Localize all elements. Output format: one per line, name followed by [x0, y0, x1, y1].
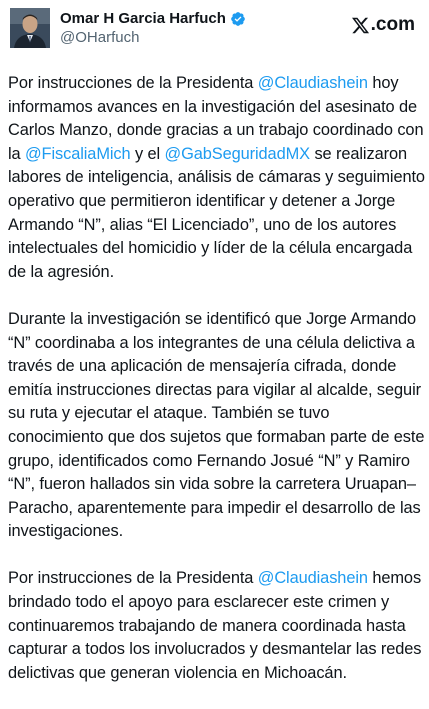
profile-photo-icon — [10, 8, 50, 48]
mention-link[interactable]: @FiscaliaMich — [25, 144, 131, 163]
post-header — [8, 6, 419, 52]
paragraph-3 — [8, 567, 426, 685]
mention-link[interactable]: @GabSeguridadMX — [164, 144, 310, 163]
post-text — [8, 72, 426, 709]
paragraph-1 — [8, 72, 426, 284]
mention-link[interactable]: @Claudiashein — [257, 569, 368, 588]
mention-link[interactable]: @Claudiashein — [257, 74, 368, 92]
text-segment: Durante la investigación se identificó que Jorge Armando “N” coordinaba a los integrantes de una célula delictiva a través de una aplicación de mensajería cifrada, donde emitía instrucciones directas para vigilar al alcalde, seguir su ruta y ejecutar el ataque. También se tuvo conocimiento que dos sujetos que formaban parte de este grupo, identificados como Fernando Josué “N” y Ramiro “N”, fueron hallados sin vida sobre la carretera Uruapan–Paracho, aparentemente para impedir el desarrollo de las investigaciones. — [8, 309, 425, 541]
text-segment: y el — [130, 144, 165, 163]
author-handle[interactable]: @OHarfuch — [60, 29, 140, 46]
text-segment: hemos brindado todo el apoyo para esclarecer este crimen y continuaremos trabajando de manera coordinada hasta capturar a todos los involucrados y desmantelar las redes delictivas que generan violencia en Michoacán. — [8, 569, 422, 682]
paragraph-2 — [8, 308, 426, 544]
display-name-row — [60, 10, 246, 28]
avatar[interactable] — [10, 8, 50, 48]
verified-badge-icon — [230, 11, 246, 27]
display-name[interactable]: Omar H Garcia Harfuch — [60, 10, 226, 27]
text-segment: se realizaron labores de inteligencia, análisis de cámaras y seguimiento operativo que permitieron identificar y detener a Jorge Armando “N”, alias “El Licenciado”, uno de los autores intelectuales del homicidio y líder de la célula encargada de la agresión. — [8, 144, 425, 281]
text-segment: Por instrucciones de la Presidenta — [8, 74, 258, 92]
text-segment: Por instrucciones de la Presidenta — [8, 569, 258, 588]
x-domain-text: .com — [370, 14, 415, 35]
author-names — [60, 10, 246, 48]
x-logo[interactable] — [351, 14, 415, 36]
text-segment: hoy informamos avances en la investigación del asesinato de Carlos Manzo, donde gracias a un trabajo coordinado con la — [8, 74, 424, 163]
x-logo-icon — [351, 16, 370, 35]
